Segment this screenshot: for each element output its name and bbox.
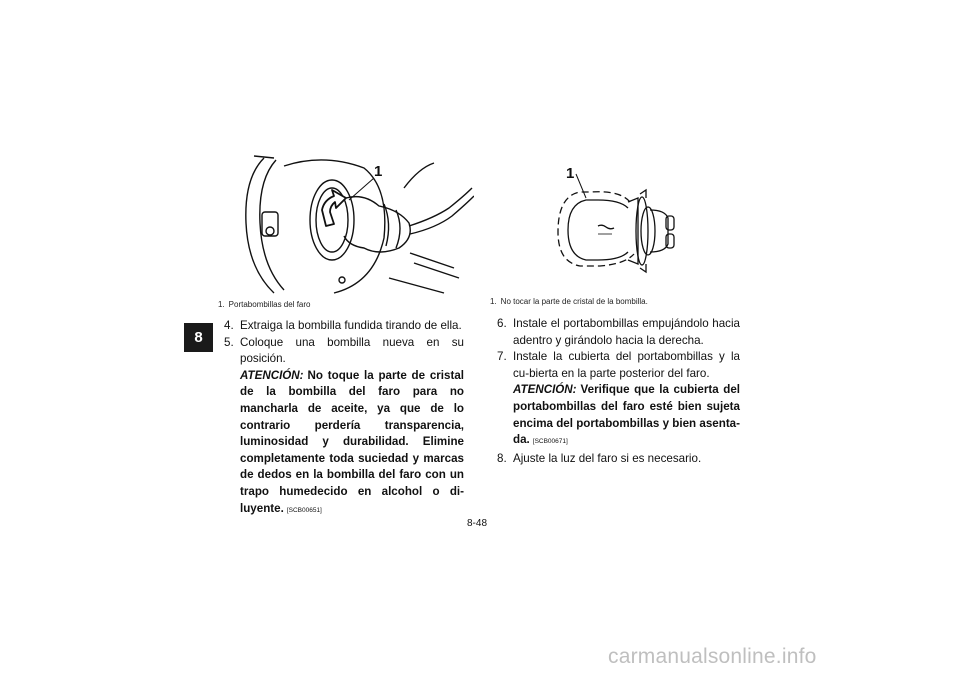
step-5-text: Coloque una bombilla nueva en su posición. bbox=[240, 335, 464, 366]
step-7-caution-text: Verifique que la cubierta del portabombillas del faro esté bien sujeta encima del portabombillas y bien asenta-da. bbox=[513, 383, 740, 447]
step-5-number: 5. bbox=[224, 335, 234, 349]
step-7-caution-word: ATENCIÓN: bbox=[513, 383, 577, 397]
right-text-column bbox=[497, 316, 740, 467]
step-8-text: Ajuste la luz del faro si es necesario. bbox=[513, 451, 702, 465]
right-caption-text: No tocar la parte de cristal de la bombilla. bbox=[500, 297, 648, 306]
headlight-bulb-holder-illustration bbox=[214, 148, 474, 298]
left-figure-caption bbox=[218, 300, 311, 309]
left-text-column bbox=[224, 318, 464, 519]
right-figure-caption bbox=[490, 297, 648, 306]
step-7-reference-code: [SCB00671] bbox=[532, 438, 568, 446]
page-number: 8-48 bbox=[467, 518, 488, 529]
step-5-caution-text: No toque la parte de cristal de la bombilla del faro para no mancharla de aceite, ya que de lo contrario perdería transparencia, luminosidad y durabilidad. Elimine completamente toda suciedad y marcas de dedos en la bombilla del faro con un trapo humedecido en alcohol o di-luyente. bbox=[240, 368, 464, 515]
step-8-number: 8. bbox=[497, 451, 507, 465]
step-5-caution-word: ATENCIÓN: bbox=[240, 368, 304, 382]
left-caption-number: 1. bbox=[218, 300, 225, 309]
chapter-tab: 8 bbox=[184, 323, 213, 352]
right-caption-number: 1. bbox=[490, 297, 497, 306]
step-4-text: Extraiga la bombilla fundida tirando de ella. bbox=[240, 319, 462, 332]
right-figure-callout: 1 bbox=[566, 165, 575, 182]
left-caption-text: Portabombillas del faro bbox=[228, 300, 311, 309]
watermark: carmanualsonline.info bbox=[608, 645, 817, 668]
step-6-number: 6. bbox=[497, 317, 507, 330]
step-7-number: 7. bbox=[497, 350, 507, 364]
step-4 bbox=[224, 318, 464, 335]
step-5-caution bbox=[240, 368, 464, 519]
step-6-text: Instale el portabombillas empujándolo hacia adentro y girándolo hacia la derecha. bbox=[513, 317, 740, 347]
step-4-number: 4. bbox=[224, 319, 234, 332]
bulb-illustration bbox=[490, 160, 740, 300]
step-5-reference-code: [SCB00651] bbox=[286, 506, 322, 514]
step-7-caution bbox=[513, 382, 740, 450]
step-6 bbox=[497, 316, 740, 349]
left-figure-callout: 1 bbox=[374, 163, 383, 180]
step-5 bbox=[224, 335, 464, 520]
step-7-text: Instale la cubierta del portabombillas y la cu-bierta en la parte posterior del faro. bbox=[513, 350, 740, 380]
step-8 bbox=[497, 451, 740, 468]
step-7 bbox=[497, 349, 740, 451]
